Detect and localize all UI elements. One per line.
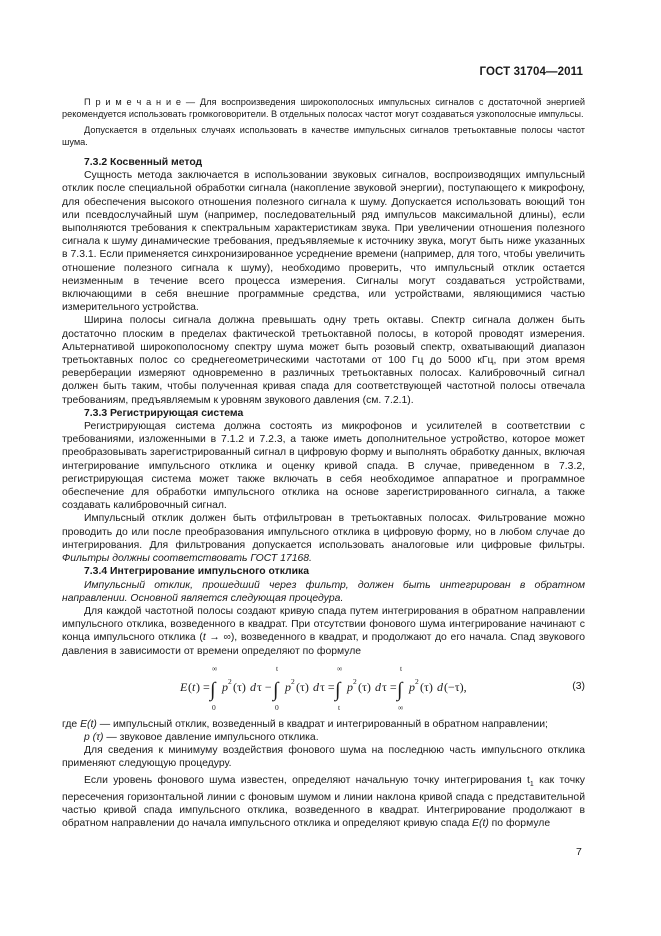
- small-paragraph: Допускается в отдельных случаях использовать в качестве импульсных сигналов третьоктавные полосы частот шума.: [62, 125, 585, 147]
- svg-text:∞: ∞: [398, 702, 404, 712]
- document-code: ГОСТ 31704—2011: [479, 66, 583, 78]
- svg-text:τ =: τ =: [382, 679, 397, 694]
- section-heading-7-3-2: 7.3.2 Косвенный метод: [84, 157, 203, 168]
- svg-text:t: t: [192, 679, 196, 694]
- svg-text:d: d: [375, 679, 381, 694]
- note-paragraph: [62, 96, 585, 120]
- svg-text:t: t: [276, 663, 279, 673]
- page-number: 7: [576, 846, 582, 858]
- svg-text:2: 2: [353, 676, 357, 686]
- page-body: [62, 96, 585, 830]
- svg-text:d: d: [313, 679, 319, 694]
- svg-text:∫: ∫: [210, 678, 216, 701]
- svg-text:(: (: [188, 679, 192, 694]
- paragraph-7-3-4-3-b: как точку пересечения горизонтальной линии с фоновым шумом и линии наклона кривой спада с представительной частью кривой спада импульсного отклика, возведенного в квадрат. Интегрирование продолжают в обратном направлении до начала импульсного отклика и определяют кривую спада: [62, 774, 586, 830]
- svg-text:E: E: [180, 679, 188, 694]
- formula-number: (3): [572, 680, 585, 692]
- paragraph-7-3-4-1: [62, 605, 585, 658]
- paragraph-7-3-2-2: Ширина полосы сигнала должна превышать одну треть октавы. Спектр сигнала должен быть достаточно плоским в пределах фактической третьоктавной полосы, в которой проводят измерения. Альтернативой широкополосному спектру шума может быть розовый спектр, охватывающий диапазон третьоктавных полос со среднегеометрическими частотами от 100 Гц до 5000 кГц, при этом время реверберации измеряют одновременно в различных третьоктавных полосах. Калибровочный сигнал должен быть таким, чтобы полученная кривая спада для соответствующей частотной полосы отвечала требованиям, предъявляемым к уровням звукового давления (см. 7.2.1).: [62, 315, 585, 406]
- svg-text:d: d: [437, 679, 443, 694]
- paragraph-7-3-4-1-c: ), возведенного в квадрат, и продолжают до его начала. Спад звукового давления в зависимости от времени определяют по формуле: [62, 632, 585, 657]
- svg-text:2: 2: [291, 676, 295, 686]
- svg-text:0: 0: [275, 702, 279, 712]
- paragraph-7-3-4-3-d: по формуле: [488, 818, 551, 830]
- paragraph-7-3-4-italic: Импульсный отклик, прошедший через фильтр, должен быть интегрирован в обратном направлении. Основной является следующая процедура.: [62, 579, 585, 604]
- paragraph-7-3-3-2-italic: Фильтры должны соответствовать ГОСТ 17168.: [62, 553, 312, 565]
- svg-text:∫: ∫: [335, 678, 341, 701]
- svg-text:2: 2: [415, 676, 419, 686]
- svg-text:∫: ∫: [397, 678, 403, 701]
- paragraph-7-3-4-3-c: E(t): [472, 818, 489, 830]
- paragraph-7-3-3-2: [62, 512, 585, 565]
- formula-3: [62, 664, 585, 714]
- paragraph-7-3-4-3-a: Если уровень фонового шума известен, определяют начальную точку интегрирования t: [84, 774, 530, 786]
- where-1-c: — импульсный отклик, возведенный в квадрат и интегрированный в обратном направлении;: [96, 718, 548, 730]
- svg-text:∫: ∫: [273, 678, 279, 701]
- svg-text:τ =: τ =: [320, 679, 335, 694]
- svg-text:t: t: [338, 702, 341, 712]
- svg-text:2: 2: [228, 676, 232, 686]
- paragraph-7-3-4-2: Для сведения к минимуму воздействия фонового шума на последнюю часть импульсного отклика применяют следующую процедуру.: [62, 745, 585, 770]
- svg-text:(−τ),: (−τ),: [444, 679, 467, 694]
- paragraph-7-3-4-1-b: t → ∞: [202, 632, 231, 644]
- svg-text:d: d: [250, 679, 256, 694]
- svg-text:p: p: [222, 679, 228, 694]
- svg-text:t: t: [400, 663, 403, 673]
- section-heading-7-3-4: 7.3.4 Интегрирование импульсного отклика: [84, 566, 310, 578]
- svg-text:(τ): (τ): [358, 679, 371, 694]
- where-line-1: [62, 718, 585, 731]
- svg-text:∞: ∞: [212, 663, 218, 673]
- where-2-b: — звуковое давление импульсного отклика.: [103, 731, 319, 743]
- where-2-a: p (τ): [84, 731, 104, 743]
- paragraph-7-3-4-3: [62, 774, 585, 831]
- svg-text:(τ): (τ): [233, 679, 246, 694]
- where-1-b: E(t): [80, 718, 97, 730]
- svg-text:(τ): (τ): [420, 679, 433, 694]
- svg-text:τ −: τ −: [257, 679, 272, 694]
- note-text: — Для воспроизведения широкополосных импульсных сигналов с достаточной энергией рекомендуется использовать громкоговорители. В отдельных полосах частот могут создаваться узкополосные импульсы.: [62, 97, 585, 119]
- paragraph-7-3-2-1: Сущность метода заключается в использовании звуковых сигналов, воспроизводящих импульсный отклик после специальной обработки сигнала (накопление звуковой энергии), поступающего к микрофону, для обеспечения высокого отношения полезного сигнала к шуму. Допускается использовать воющий тон или псевдослучайный шум (например, последовательный ряд импульсов максимальной длины), если выполняются требования к спектральным характеристикам звука. При увеличении отношения полезного сигнала к шуму динамические требования, предъявляемые к источнику звука, могут быть ниже указанных в 7.3.1. Если применяется синхронизированное усреднение времени (например, для того, чтобы увеличить отношение полезного сигнала к шуму), необходимо проверить, что импульсный отклик остается неизменным в течение всего процесса измерения. Сигналы могут создаваться устройствами, включающими в себя внешние программные средства, или устройствами, являющимися частью измерительного устройства.: [62, 170, 585, 314]
- paragraph-7-3-4-3-sub: 1: [529, 780, 534, 788]
- integral-formula: [62, 664, 532, 714]
- where-line-2: [84, 731, 585, 744]
- svg-text:(τ): (τ): [296, 679, 309, 694]
- where-1-a: где: [62, 718, 81, 730]
- svg-text:p: p: [409, 679, 415, 694]
- svg-text:0: 0: [212, 702, 216, 712]
- svg-text:) =: ) =: [196, 679, 210, 694]
- paragraph-7-3-3-1: Регистрирующая система должна состоять из микрофонов и усилителей в соответствии с требованиями, изложенными в 7.1.2 и 7.2.3, а также иметь дополнительное устройство, которое может преобразовывать зарегистрированный сигнал в цифровую форму и выполнять обработку данных, включая интегрирование импульсного отклика и оценку кривой спада. В случае, приведенном в 7.3.2, регистрирующая система может также включать в себя необходимое аппаратное и программное обеспечение для обработки импульсного отклика на основе зарегистрированного сигнала, а также создавать калибровочный сигнал.: [62, 421, 585, 512]
- svg-text:∞: ∞: [337, 663, 343, 673]
- paragraph-7-3-4-1-a: Для каждой частотной полосы создают кривую спада путем интегрирования в обратном направлении импульсного отклика, возведенного в квадрат. При отсутствии фонового шума интегрирование начинают с конца импульсного отклика (: [62, 605, 585, 644]
- note-label: П р и м е ч а н и е: [84, 97, 182, 107]
- svg-text:p: p: [347, 679, 353, 694]
- svg-text:p: p: [285, 679, 291, 694]
- paragraph-7-3-3-2-text: Импульсный отклик должен быть отфильтрован в третьоктавных полосах. Фильтрование можно проводить до или после преобразования импульсного отклика в цифровую форму, но в любом случае до интегрирования. Для фильтрования допускается использовать аналоговые или цифровые фильтры.: [62, 513, 585, 551]
- section-heading-7-3-3: 7.3.3 Регистрирующая система: [84, 407, 244, 419]
